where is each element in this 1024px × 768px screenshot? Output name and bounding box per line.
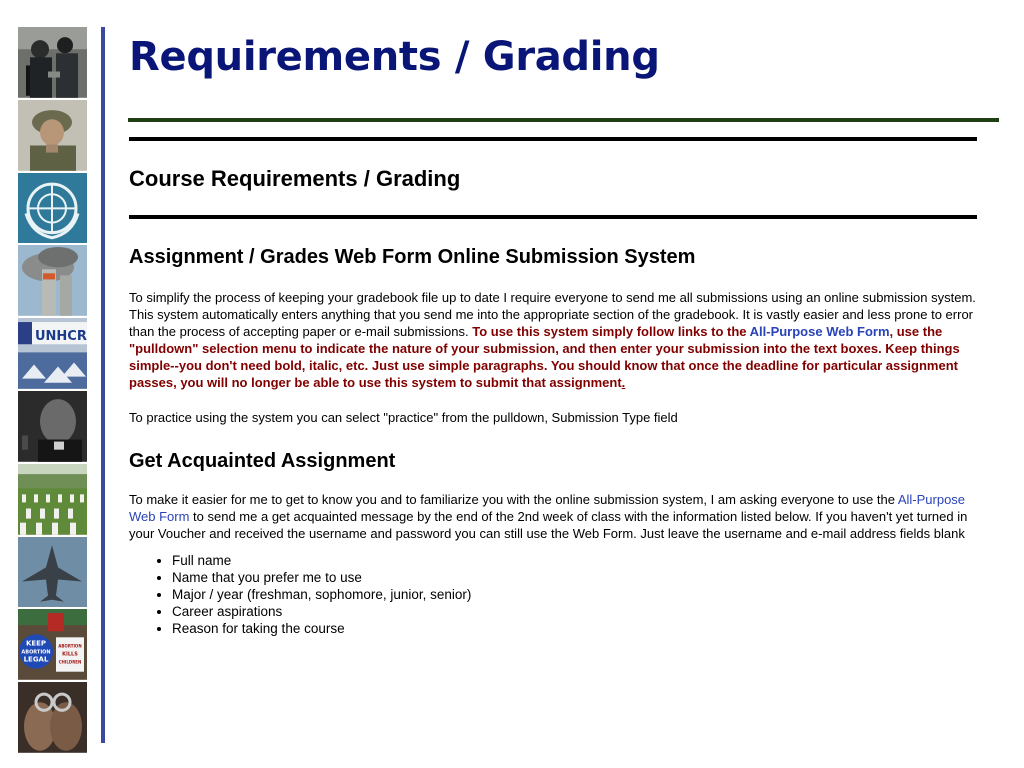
slide-accent-vertical-line [101, 27, 105, 743]
submission-instructions-start: To use this system simply follow links to the [472, 324, 750, 339]
info-list [129, 552, 995, 637]
submission-paragraph-intro: To simplify the process of keeping your gradebook file up to date I require everyone to send me all submissions using an online submission system. This system automatically enters anything that you send me into the appropriate section of the gradebook. It is vastly easier and less prone to error than the process of accepting paper or e-mail submissions. [129, 290, 976, 339]
fighter-jet-photo [18, 537, 87, 608]
slide-title: Requirements / Grading [129, 34, 660, 80]
sign-text-line-2: ABORTION [21, 649, 51, 656]
mlk-photo [18, 391, 87, 462]
sign2-text-line-3: CHILDREN [58, 659, 82, 665]
soldier-photo [18, 100, 87, 171]
all-purpose-web-form-link-2[interactable]: All-Purpose Web Form [129, 492, 966, 524]
burning-tower-photo [18, 245, 87, 316]
section-heading-get-acquainted: Get Acquainted Assignment [129, 450, 396, 472]
submission-instructions-rest: , use the "pulldown" selection menu to indicate the nature of your submission, and then enter your submission into the text boxes. Keep things simple--you don't need bold, italic, etc. Just use simple paragraphs. You should know that once the deadline for particular assignment passes, you will no longer be able to use this system to submit that assignment [129, 324, 960, 390]
practice-paragraph: To practice using the system you can select "practice" from the pulldown, Submission Type field [129, 410, 678, 425]
photo-strip [18, 27, 87, 753]
riot-police-photo [18, 27, 87, 98]
list-item: • Career aspirations [172, 603, 995, 620]
cemetery-photo [18, 464, 87, 535]
horizontal-rule-top [129, 137, 977, 141]
get-acquainted-text-rest: to send me a get acquainted message by the end of the 2nd week of class with the information listed below. If you haven't yet turned in your Voucher and received the username and password you can still use the Web Form. Just leave the username and e-mail address fields blank [129, 509, 968, 541]
get-acquainted-paragraph [129, 491, 995, 542]
sign-text-line-1: KEEP [25, 638, 47, 648]
section-heading-submission-system: Assignment / Grades Web Form Online Submission System [129, 246, 696, 268]
sign2-text-line-1: ABORTION [58, 643, 82, 649]
list-item: • Reason for taking the course [172, 620, 995, 637]
unhcr-label: UNHCR [35, 329, 87, 345]
list-item: • Name that you prefer me to use [172, 569, 995, 586]
get-acquainted-text-start: To make it easier for me to get to know you and to familiarize you with the online submission system, I am asking everyone to use the [129, 492, 898, 507]
title-underline-rule [128, 118, 999, 122]
all-purpose-web-form-link[interactable]: All-Purpose Web Form [749, 324, 890, 339]
sign2-text-line-2: KILLS [62, 651, 78, 658]
handcuffs-photo [18, 682, 87, 753]
paragraph-end-link[interactable]: . [621, 375, 626, 390]
list-item: • Full name [172, 552, 995, 569]
web-page-screenshot [129, 137, 995, 637]
sign-text-line-3: LEGAL [23, 654, 49, 664]
protest-signs-photo [18, 609, 87, 680]
submission-system-paragraph [129, 289, 995, 391]
un-emblem-photo [18, 173, 87, 244]
list-item: • Major / year (freshman, sophomore, junior, senior) [172, 586, 995, 603]
horizontal-rule-bottom [129, 215, 977, 219]
unhcr-camp-photo [18, 318, 87, 389]
page-heading: Course Requirements / Grading [129, 166, 461, 191]
